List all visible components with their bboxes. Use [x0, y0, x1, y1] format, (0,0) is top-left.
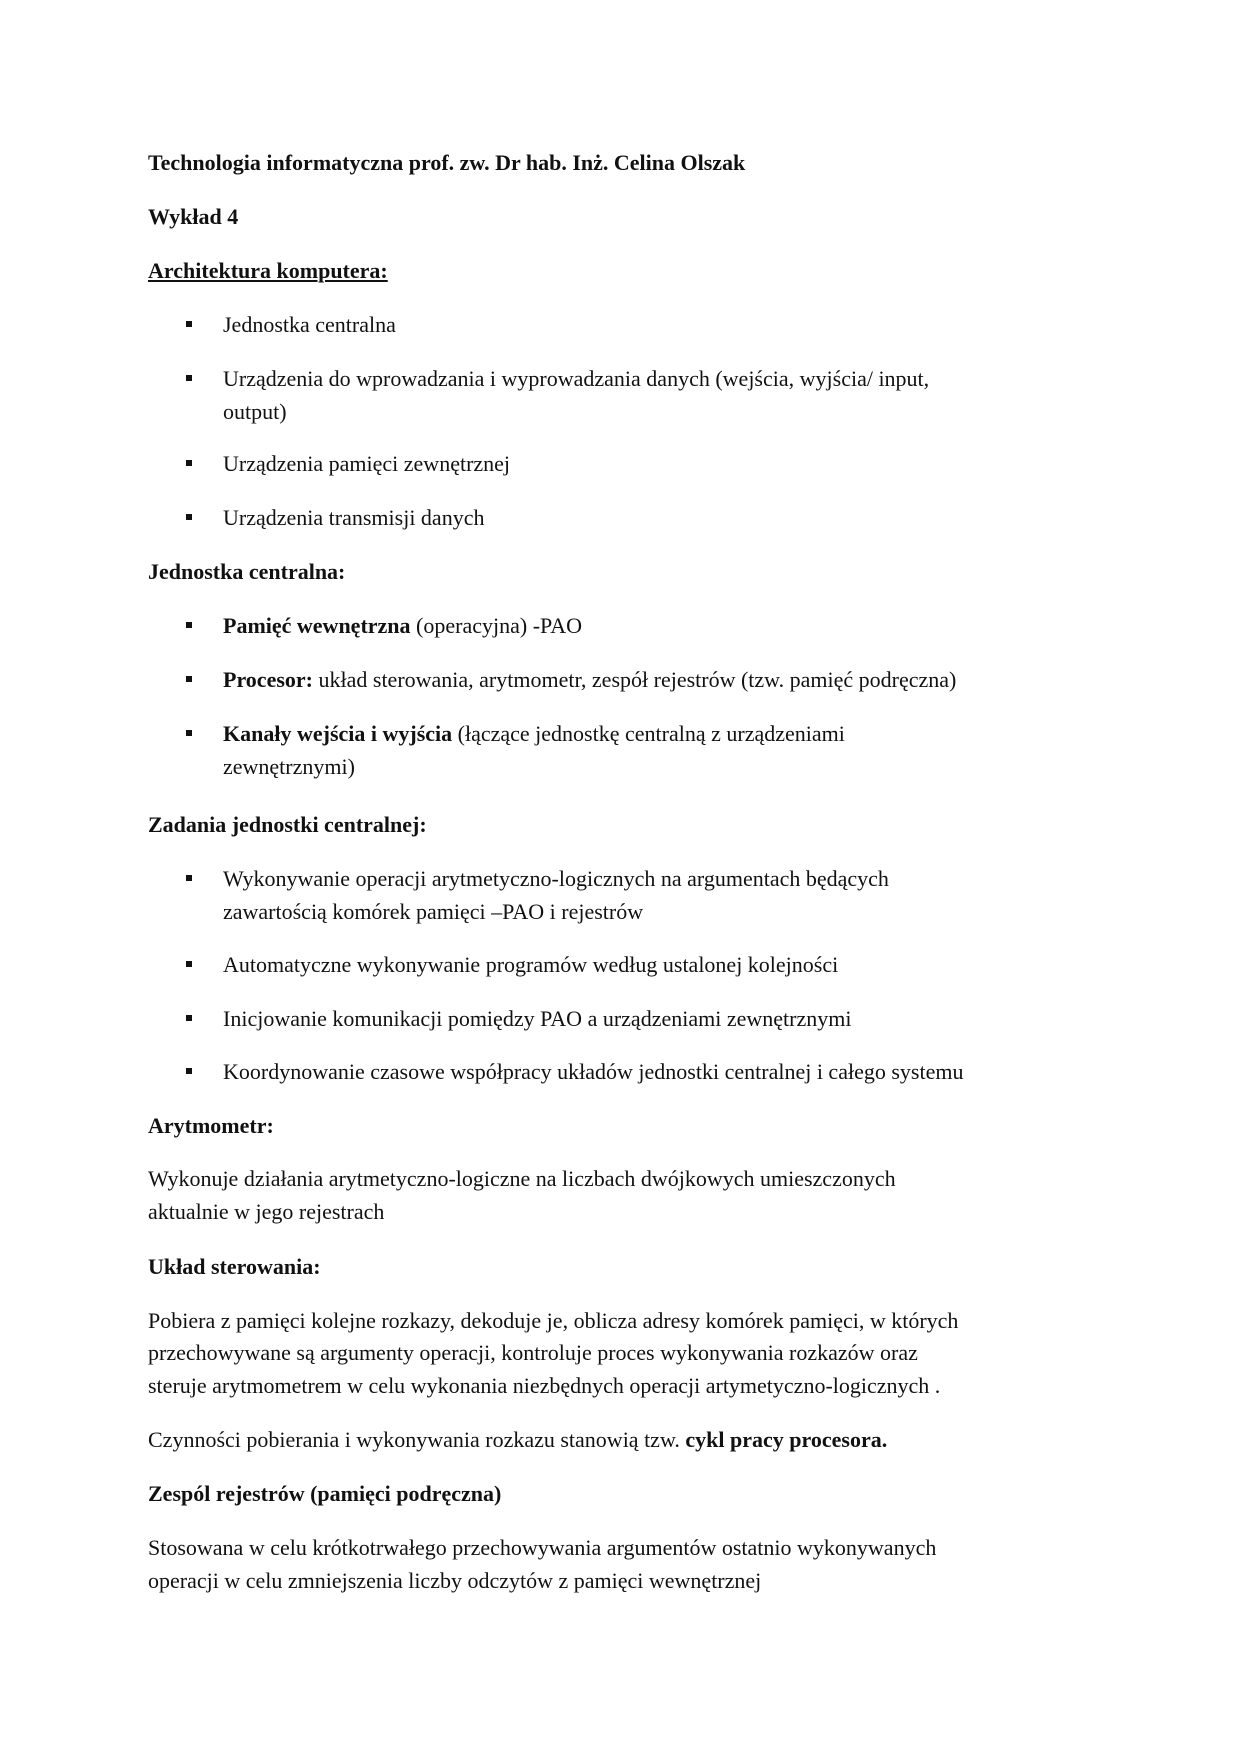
section-heading-arytmometr	[148, 1109, 1108, 1142]
paragraph-line	[148, 1423, 1108, 1456]
bullet-icon	[186, 375, 192, 381]
paragraph-line: steruje arytmometrem w celu wykonania niezbędnych operacji artymetyczno-logicznych .	[148, 1373, 941, 1398]
section-heading-jednostka	[148, 555, 1108, 588]
list-item: Urządzenia transmisji danych	[223, 505, 485, 530]
list-item	[223, 609, 1183, 642]
paragraph-line: przechowywane są argumenty operacji, kontroluje proces wykonywania rozkazów oraz	[148, 1340, 918, 1365]
list-item: Jednostka centralna	[223, 312, 396, 337]
list-item	[223, 717, 1183, 750]
paragraph-line: operacji w celu zmniejszenia liczby odczytów z pamięci wewnętrznej	[148, 1568, 762, 1593]
list-item-continuation: zawartością komórek pamięci –PAO i rejestrów	[223, 899, 644, 924]
heading-text: Arytmometr:	[148, 1113, 274, 1138]
bullet-icon	[186, 961, 192, 967]
bullet-icon	[186, 730, 192, 736]
heading-text: Jednostka centralna:	[148, 559, 346, 584]
term: Kanały wejścia i wyjścia	[223, 721, 453, 746]
paragraph-line: Stosowana w celu krótkotrwałego przechowywania argumentów ostatnio wykonywanych	[148, 1535, 937, 1560]
heading-text: Układ sterowania:	[148, 1254, 321, 1279]
list-item-continuation: output)	[223, 399, 287, 424]
term: Pamięć wewnętrzna	[223, 613, 411, 638]
bullet-icon	[186, 676, 192, 682]
bullet-icon	[186, 622, 192, 628]
list-item: Automatyczne wykonywanie programów według ustalonej kolejności	[223, 952, 839, 977]
paragraph-line: Pobiera z pamięci kolejne rozkazy, dekoduje je, oblicza adresy komórek pamięci, w których	[148, 1308, 959, 1333]
heading-text: Zadania jednostki centralnej:	[148, 812, 427, 837]
bullet-icon	[186, 1015, 192, 1021]
section-heading-architektura	[148, 254, 1108, 287]
bullet-icon	[186, 460, 192, 466]
description: układ sterowania, arytmometr, zespół rejestrów (tzw. pamięć podręczna)	[313, 667, 957, 692]
paragraph-line: Wykonuje działania arytmetyczno-logiczne na liczbach dwójkowych umieszczonych	[148, 1166, 896, 1191]
list-item-continuation: zewnętrznymi)	[223, 754, 355, 779]
heading-text: Architektura komputera:	[148, 258, 388, 283]
cycle-term: cykl pracy procesora.	[685, 1427, 888, 1452]
lecture-text: Wykład 4	[148, 204, 239, 229]
list-item: Wykonywanie operacji arytmetyczno-logicznych na argumentach będących	[223, 866, 889, 891]
section-heading-zadania	[148, 808, 1108, 841]
bullet-icon	[186, 1068, 192, 1074]
bullet-icon	[186, 875, 192, 881]
list-item: Koordynowanie czasowe współpracy układów jednostki centralnej i całego systemu	[223, 1059, 964, 1084]
list-item: Urządzenia do wprowadzania i wyprowadzania danych (wejścia, wyjścia/ input,	[223, 366, 930, 391]
lecture-number	[148, 200, 1108, 233]
description: (łączące jednostkę centralną z urządzeniami	[452, 721, 845, 746]
list-item	[223, 663, 1183, 696]
bullet-icon	[186, 321, 192, 327]
term: Procesor:	[223, 667, 313, 692]
bullet-icon	[186, 514, 192, 520]
list-item: Inicjowanie komunikacji pomiędzy PAO a urządzeniami zewnętrznymi	[223, 1006, 852, 1031]
section-heading-zespol	[148, 1477, 1108, 1510]
title-text: Technologia informatyczna prof. zw. Dr hab. Inż. Celina Olszak	[148, 150, 746, 175]
document-title	[148, 146, 1108, 179]
cycle-text: Czynności pobierania i wykonywania rozkazu stanowią tzw.	[148, 1427, 686, 1452]
heading-text: Zespól rejestrów (pamięci podręczna)	[148, 1481, 502, 1506]
section-heading-uklad	[148, 1250, 1108, 1283]
paragraph-line: aktualnie w jego rejestrach	[148, 1199, 385, 1224]
list-item: Urządzenia pamięci zewnętrznej	[223, 451, 511, 476]
description: (operacyjna) -PAO	[410, 613, 583, 638]
